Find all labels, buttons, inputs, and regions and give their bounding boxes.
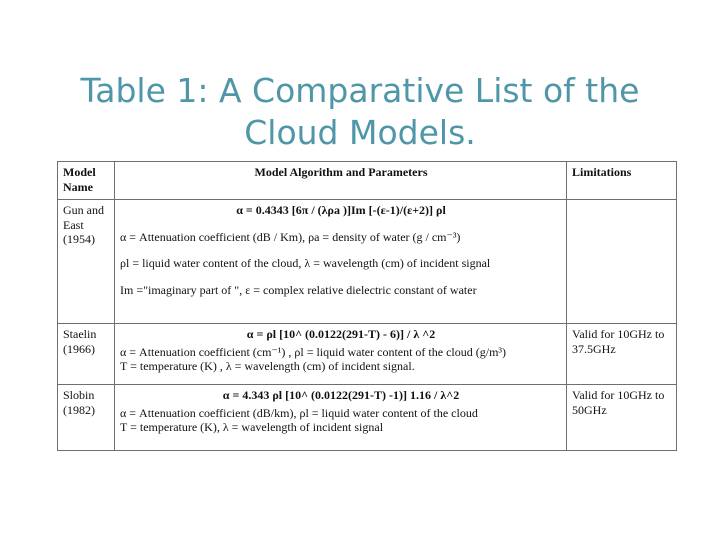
param-line: Im ="imaginary part of ", ε = complex relative dielectric constant of water <box>120 282 477 297</box>
model-name-line: Gun and <box>63 203 104 217</box>
header-model-name-line-1: Model <box>63 165 96 179</box>
title-line-2: Cloud Models. <box>244 113 476 153</box>
model-name-line: (1954) <box>63 232 95 246</box>
row-3-algorithm <box>115 385 567 451</box>
model-name-line: Staelin <box>63 327 97 341</box>
table-row <box>58 385 677 451</box>
model-name-line: Slobin <box>63 388 95 402</box>
model-name-line: East <box>63 217 84 232</box>
slide-title <box>40 70 680 154</box>
table-row <box>58 200 677 324</box>
model-name-line: (1982) <box>63 402 95 417</box>
table-row <box>58 324 677 385</box>
table-header-row <box>58 162 677 200</box>
header-model-name <box>58 162 115 200</box>
row-1-algorithm <box>115 200 567 324</box>
limitation-line: Valid for 10GHz to <box>572 327 665 341</box>
limitation-line: Valid for 10GHz to <box>572 388 665 402</box>
model-name-line: (1966) <box>63 341 95 356</box>
param-line: α = Attenuation coefficient (dB/km), ρl = liquid water content of the cloud <box>120 405 478 420</box>
row-2-algorithm <box>115 324 567 385</box>
row-3-formula: α = 4.343 ρl [10^ (0.0122(291-T) -1)] 1.16 / λ^2 <box>222 388 460 402</box>
header-algorithm: Model Algorithm and Parameters <box>115 162 567 200</box>
row-1-formula: α = 0.4343 [6π / (λρa )]Im [-(ε-1)/(ε+2)] ρl <box>236 203 446 217</box>
param-line: T = temperature (K), λ = wavelength of incident signal <box>120 420 384 434</box>
row-1-limitations <box>567 200 677 324</box>
limitation-line: 50GHz <box>572 402 607 417</box>
param-line: T = temperature (K) , λ = wavelength (cm) of incident signal. <box>120 359 415 373</box>
row-3-model-name <box>58 385 115 451</box>
row-3-limitations <box>567 385 677 451</box>
cloud-models-table <box>57 161 677 451</box>
header-model-name-line-2: Name <box>63 179 93 194</box>
row-1-model-name <box>58 200 115 324</box>
param-line: α = Attenuation coefficient (cm⁻¹) , ρl = liquid water content of the cloud (g/m³) <box>120 344 507 359</box>
row-2-limitations <box>567 324 677 385</box>
header-limitations: Limitations <box>567 162 677 200</box>
param-line: ρl = liquid water content of the cloud, λ = wavelength (cm) of incident signal <box>120 256 491 270</box>
param-line: α = Attenuation coefficient (dB / Km), ρa = density of water (g / cm⁻³) <box>120 229 461 244</box>
limitation-line: 37.5GHz <box>572 341 616 356</box>
row-2-formula: α = ρl [10^ (0.0122(291-T) - 6)] / λ ^2 <box>246 327 436 341</box>
title-line-1: Table 1: A Comparative List of the <box>80 71 640 111</box>
row-2-model-name <box>58 324 115 385</box>
